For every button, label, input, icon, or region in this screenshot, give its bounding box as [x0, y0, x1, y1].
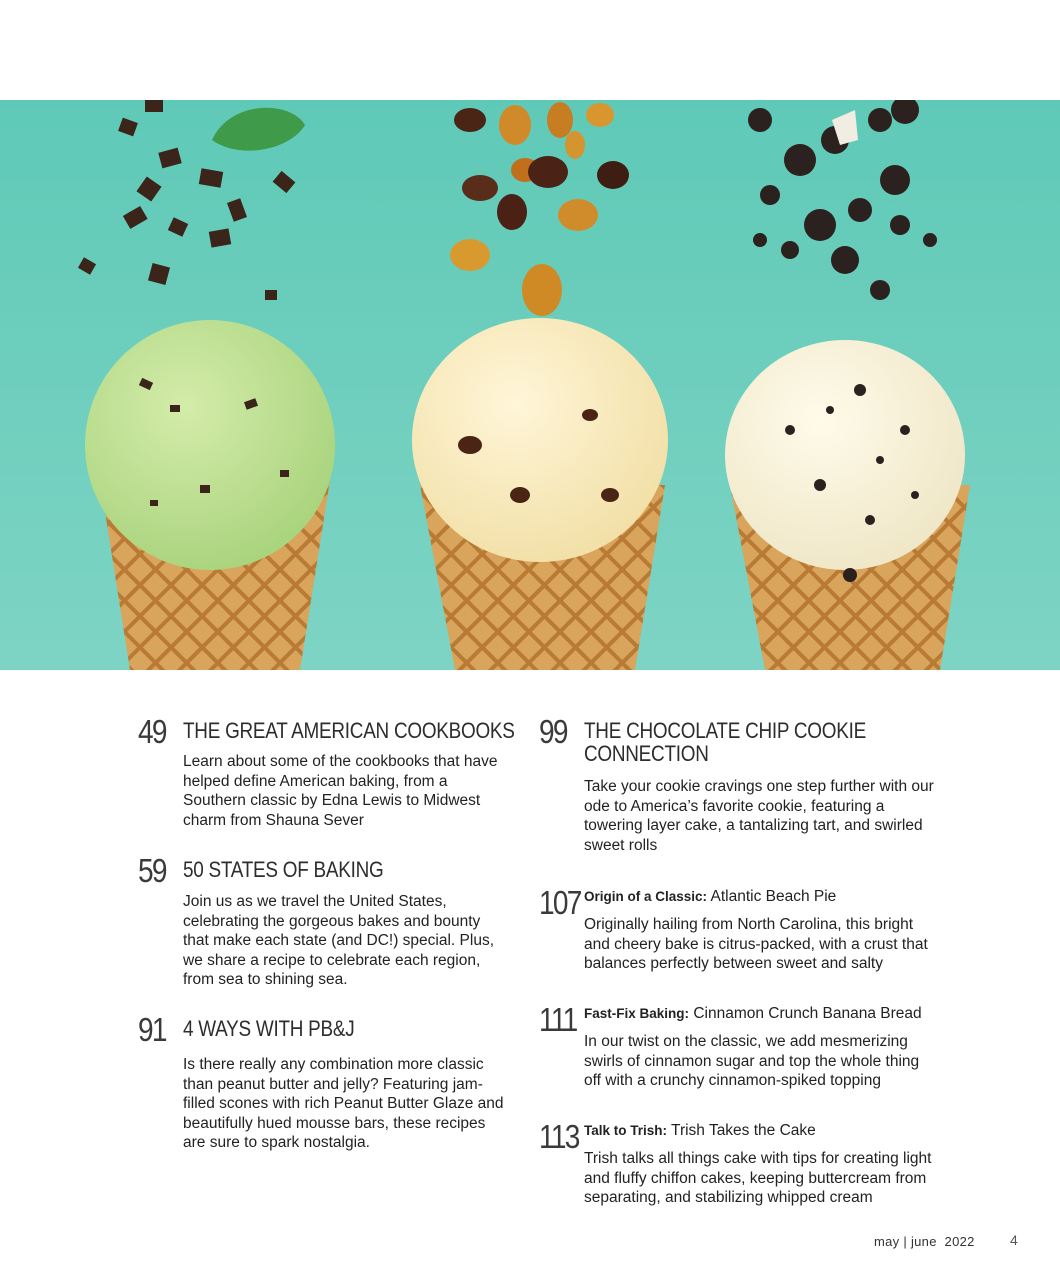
cookies-and-cream-scoop: [725, 340, 965, 570]
entry-label: Fast-Fix Baking:: [584, 1006, 690, 1021]
entry-description: Join us as we travel the United States, celebrating the gorgeous bakes and bounty that make each state (and DC!) special. Plus, we share a recipe to celebrate each region, from sea to shining sea.: [183, 893, 495, 989]
entry-label: Talk to Trish:: [584, 1123, 668, 1138]
entry-title: [584, 719, 866, 765]
page-number: 59: [138, 852, 166, 889]
rum-raisin-scoop: [412, 318, 668, 562]
entry-subtitle-text: Cinnamon Crunch Banana Bread: [693, 1005, 922, 1022]
page-number: 49: [138, 713, 166, 750]
entry-title-line: CONNECTION: [584, 741, 709, 766]
hero-photo: [0, 100, 1060, 670]
entry-subtitle-text: Atlantic Beach Pie: [710, 888, 837, 905]
entry-description: Originally hailing from North Carolina, this bright and cheery bake is citrus-packed, with a crust that balances perfectly between sweet and salty: [584, 916, 928, 973]
entry-title: 50 STATES OF BAKING: [183, 857, 384, 882]
entry-description: Learn about some of the cookbooks that have helped define American baking, from a Southern classic by Edna Lewis to Midwest charm from Shauna Sever: [183, 753, 498, 829]
entry-label: Origin of a Classic:: [584, 889, 708, 904]
entry-description: Trish talks all things cake with tips for creating light and fluffy chiffon cakes, keeping buttercream from separating, and stabilizing whipped cream: [584, 1150, 932, 1207]
mint-chip-scoop: [85, 320, 335, 570]
page-number: 113: [539, 1118, 579, 1155]
entry-description: Take your cookie cravings one step further with our ode to America’s favorite cookie, featuring a towering layer cake, a tantalizing tart, and swirled sweet rolls: [584, 778, 934, 854]
page-number: 111: [539, 1001, 577, 1038]
entry-subtitle-text: Trish Takes the Cake: [671, 1122, 816, 1139]
page-number: 91: [138, 1011, 166, 1048]
page-number: 99: [539, 713, 567, 750]
folio-page-number: 4: [1010, 1232, 1018, 1248]
entry-title: THE GREAT AMERICAN COOKBOOKS: [183, 718, 515, 743]
entry-subtitle: [584, 1005, 922, 1023]
entry-title: 4 WAYS WITH PB&J: [183, 1016, 355, 1041]
ice-cream-cones-illustration: [0, 100, 1060, 670]
entry-subtitle: [584, 1122, 816, 1140]
page-number: 107: [539, 884, 581, 921]
entry-description: Is there really any combination more classic than peanut butter and jelly? Featuring jam-filled scones with rich Peanut Butter Glaze and beautifully hued mousse bars, these recipes are sure to spark nostalgia.: [183, 1056, 504, 1152]
issue-date: may | june 2022: [874, 1234, 975, 1249]
entry-description: In our twist on the classic, we add mesmerizing swirls of cinnamon sugar and top the whole thing off with a crunchy cinnamon-spiked topping: [584, 1033, 920, 1090]
entry-subtitle: [584, 888, 836, 906]
entry-title-line: THE CHOCOLATE CHIP COOKIE: [584, 718, 866, 743]
